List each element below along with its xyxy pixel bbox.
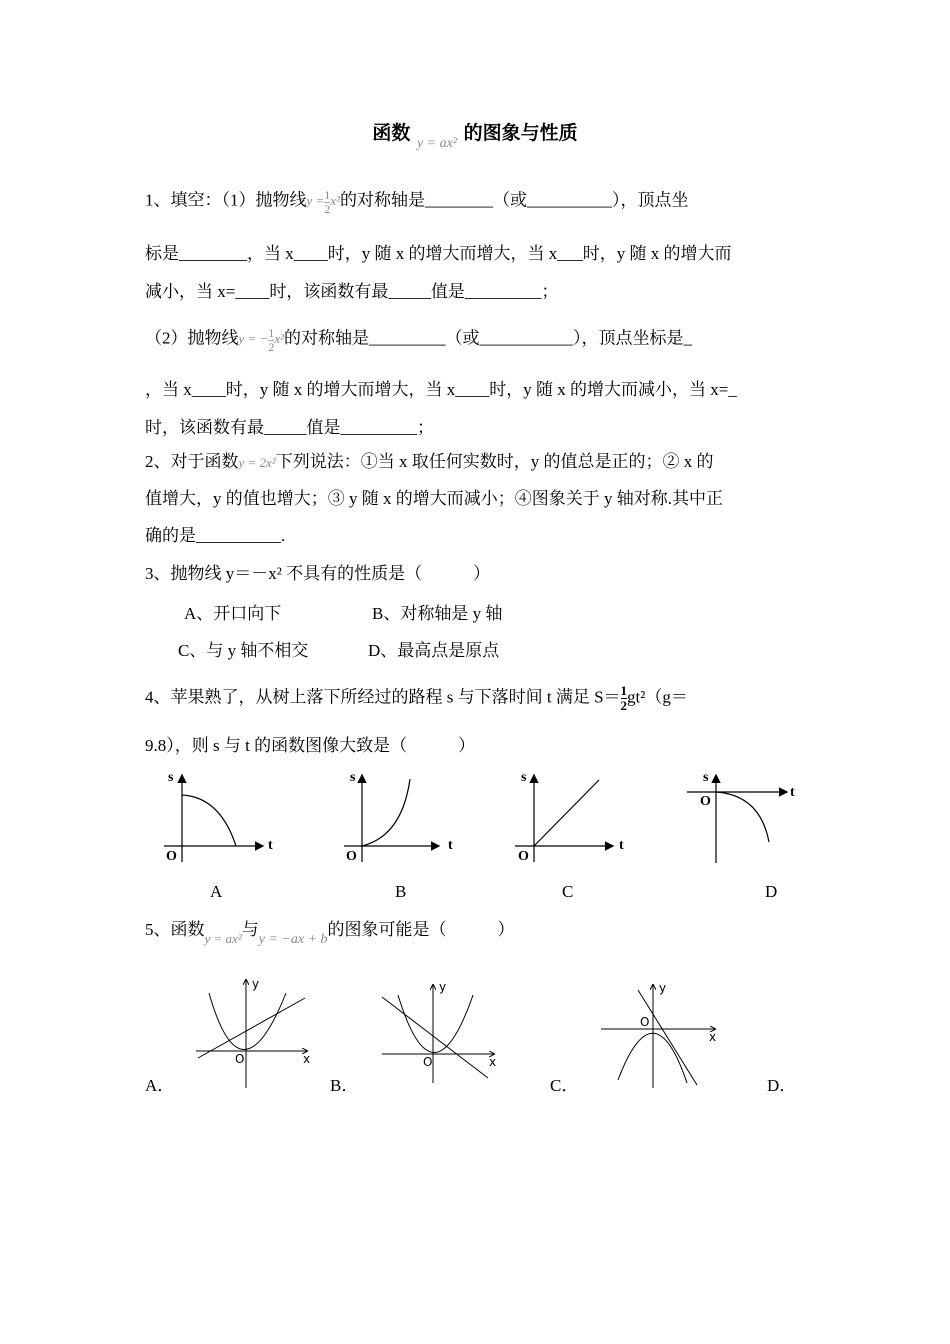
q4-option-a: A — [210, 882, 223, 901]
q1-text: 1、填空：（1）抛物线 — [145, 190, 307, 210]
q3-stem: 3、抛物线 y＝－x² 不具有的性质是（ ） — [145, 564, 491, 583]
q4-graph-a — [164, 776, 262, 862]
axis-label-s: s — [350, 770, 356, 785]
numerator: 1 — [268, 326, 275, 340]
q3-option-c: C、与 y 轴不相交 — [178, 641, 309, 660]
origin-label: O — [346, 849, 357, 864]
origin-label: O — [166, 849, 177, 864]
denominator: 2 — [324, 202, 331, 216]
origin-label: O — [518, 849, 529, 864]
q1-text: 的对称轴是________（或__________），顶点坐 — [339, 190, 689, 210]
q5-graph-c — [601, 985, 715, 1088]
formula-rhs: x² — [330, 193, 340, 209]
axis-label-s: s — [168, 770, 174, 785]
origin-label: O — [423, 1055, 433, 1069]
q5-option-c: C． — [550, 1076, 579, 1095]
q1-text: （2）抛物线 — [145, 328, 239, 348]
q2-text: 2、对于函数 — [145, 452, 239, 471]
formula-lhs: y = − — [238, 331, 269, 347]
q2-text: 下列说法：①当 x 取任何实数时，y 的值总是正的；② x 的 — [275, 452, 714, 471]
q3-option-b: B、对称轴是 y 轴 — [372, 604, 503, 623]
axis-label-x: x — [489, 1055, 497, 1069]
q4-graph-b — [344, 776, 438, 862]
origin-label: O — [235, 1052, 245, 1066]
formula-rhs: x² — [274, 331, 284, 347]
denominator: 2 — [620, 698, 628, 713]
formula-2x2: y = 2x² — [238, 455, 276, 470]
q1-line5: ，当 x____时，y 随 x 的增大而增大，当 x____时，y 随 x 的增大而减小，当 x=_ — [145, 380, 737, 399]
q1-line6: 时，该函数有最_____值是_________； — [145, 418, 434, 437]
q5-text: 的图象可能是（ ） — [327, 920, 515, 939]
q5-line1 — [145, 919, 515, 947]
formula-lhs: y = — [306, 193, 325, 209]
q5-text: 与 — [241, 920, 259, 939]
title-prefix: 函数 — [372, 122, 411, 144]
q5-graph-a — [196, 980, 307, 1088]
q4-option-c: C — [562, 882, 574, 901]
q2-line2: 值增大，y 的值也增大；③ y 随 x 的增大而减小；④图象关于 y 轴对称.其中正 — [145, 489, 723, 508]
axis-label-t: t — [448, 838, 453, 853]
q1-line2: 标是________，当 x____时，y 随 x 的增大而增大，当 x___时，y 随 x 的增大而 — [145, 244, 732, 263]
q4-option-b: B — [395, 882, 407, 901]
axis-label-x: x — [303, 1052, 311, 1066]
axis-label-y: y — [252, 977, 260, 991]
q1-line3: 减小，当 x=____时，该函数有最_____值是_________； — [145, 282, 559, 301]
q4-text: 4、苹果熟了，从树上落下所经过的路程 s 与下落时间 t 满足 S＝ — [145, 687, 621, 707]
q5-option-d: D． — [767, 1076, 797, 1095]
origin-label: O — [640, 1015, 650, 1029]
q4-text: gt²（g＝ — [627, 687, 688, 707]
origin-label: O — [700, 794, 711, 809]
formula-linear: y = −ax + b — [258, 932, 328, 947]
q5-text: 5、函数 — [145, 920, 205, 939]
numerator: 1 — [620, 683, 628, 698]
q3-option-a: A、开口向下 — [184, 604, 282, 623]
title-suffix: 的图象与性质 — [463, 122, 578, 144]
q4-option-d: D — [765, 882, 778, 901]
axis-label-y: y — [659, 981, 667, 995]
axis-label-y: y — [439, 980, 447, 994]
axis-label-t: t — [619, 838, 624, 853]
q1-text: 的对称轴是_________（或___________），顶点坐标是_ — [284, 328, 692, 348]
axis-label-x: x — [709, 1030, 717, 1044]
q5-option-a: A． — [145, 1076, 175, 1095]
q4-graph-c — [515, 776, 612, 862]
axis-label-s: s — [703, 770, 709, 785]
formula-ax2: y = ax² — [204, 931, 242, 946]
axis-label-t: t — [790, 785, 795, 800]
numerator: 1 — [324, 188, 331, 202]
q2-line3: 确的是__________. — [145, 526, 286, 545]
q5-option-b: B． — [330, 1076, 359, 1095]
axis-label-s: s — [521, 770, 527, 785]
denominator: 2 — [268, 340, 275, 354]
q5-graph-b — [382, 985, 497, 1083]
q4-graph-d — [687, 776, 786, 863]
q4-line2: 9.8），则 s 与 t 的函数图像大致是（ ） — [145, 736, 476, 755]
q3-option-d: D、最高点是原点 — [368, 641, 500, 660]
title-formula: y = ax² — [416, 136, 458, 151]
axis-label-t: t — [268, 838, 273, 853]
